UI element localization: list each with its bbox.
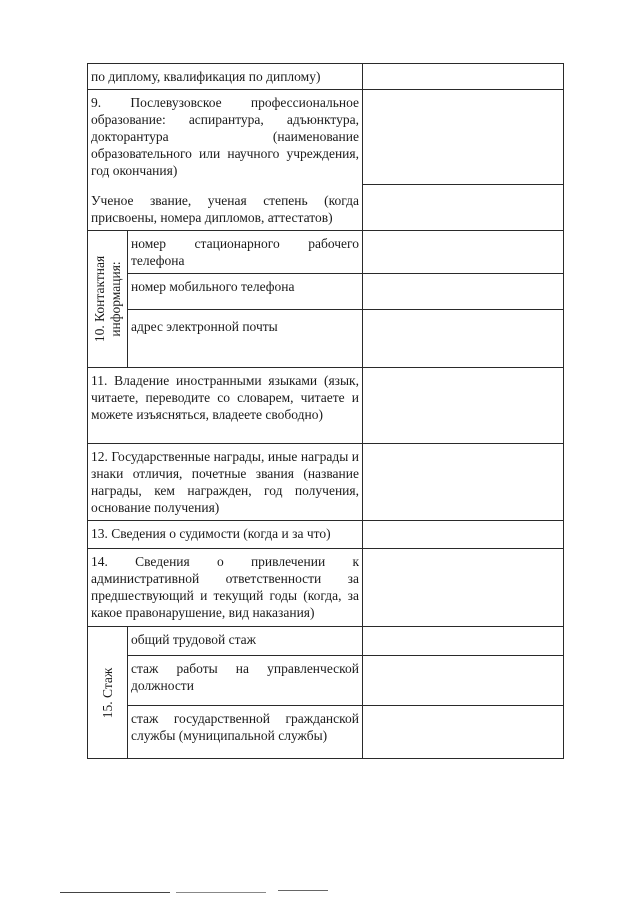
row-13: [88, 521, 564, 549]
row-10-item-3: [88, 310, 564, 368]
row-15-item-3-text: стаж государственной гражданской службы (муниципальной службы): [131, 711, 359, 743]
row-13-value[interactable]: [363, 521, 564, 549]
row-11-text: 11. Владение иностранными языками (язык, читаете, переводите со словарем, читаете и можете изъясняться, владеете свободно): [91, 373, 359, 422]
row-10-item-3-value[interactable]: [363, 310, 564, 368]
row-diploma-value[interactable]: [363, 64, 564, 90]
row-15-item-2-text: стаж работы на управленческой должности: [131, 661, 359, 693]
row-15-item-1: [88, 627, 564, 656]
row-15-item-1-text: общий трудовой стаж: [131, 632, 257, 647]
row-15-label-cell: [88, 627, 128, 759]
row-10-label-cell: [88, 231, 128, 368]
row-15-item-2: [88, 656, 564, 706]
row-diploma-text: по диплому, квалификация по диплому): [91, 69, 321, 84]
row-diploma-continued: [88, 64, 564, 90]
row-10-item-1-value[interactable]: [363, 231, 564, 274]
row-10-item-2-value[interactable]: [363, 274, 564, 310]
row-9: [88, 90, 564, 231]
row-9a-text: 9. Послевузовское профессиональное образование: аспирантура, адъюнктура, докторантура (наименование образовательного или научного учреждения, год окончания): [91, 95, 359, 178]
questionnaire-table: [87, 63, 564, 759]
row-10-label: 10. Контактная информация:: [91, 255, 123, 343]
row-9b-text: Ученое звание, ученая степень (когда присвоены, номера дипломов, аттестатов): [91, 193, 359, 225]
row-11: [88, 368, 564, 444]
row-15-item-2-value[interactable]: [363, 656, 564, 706]
row-12: [88, 444, 564, 521]
row-12-text: 12. Государственные награды, иные награды и знаки отличия, почетные звания (название награды, кем награжден, год получения, основание получения): [91, 449, 359, 515]
row-15-item-3: [88, 706, 564, 759]
row-10-item-1: [88, 231, 564, 274]
footer-line-right: [278, 890, 328, 891]
row-14-text: 14. Сведения о привлечении к административной ответственности за предшествующий и текущий годы (когда, за какое правонарушение, вид наказания): [91, 554, 359, 620]
row-15-item-1-value[interactable]: [363, 627, 564, 656]
row-10-item-3-text: адрес электронной почты: [131, 319, 278, 334]
footer-line-left: [60, 892, 170, 893]
footer-line-middle: [176, 892, 266, 893]
row-10-item-2-text: номер мобильного телефона: [131, 279, 295, 294]
row-10-item-2: [88, 274, 564, 310]
row-15-item-3-value[interactable]: [363, 706, 564, 759]
row-12-value[interactable]: [363, 444, 564, 521]
row-10-item-1-text: номер стационарного рабочего телефона: [131, 236, 359, 268]
row-9-value[interactable]: [363, 90, 564, 231]
row-9-value-divider: [363, 184, 563, 185]
row-14: [88, 549, 564, 627]
row-14-value[interactable]: [363, 549, 564, 627]
row-15-label: 15. Стаж: [99, 667, 115, 718]
row-11-value[interactable]: [363, 368, 564, 444]
row-13-text: 13. Сведения о судимости (когда и за что): [91, 526, 331, 541]
